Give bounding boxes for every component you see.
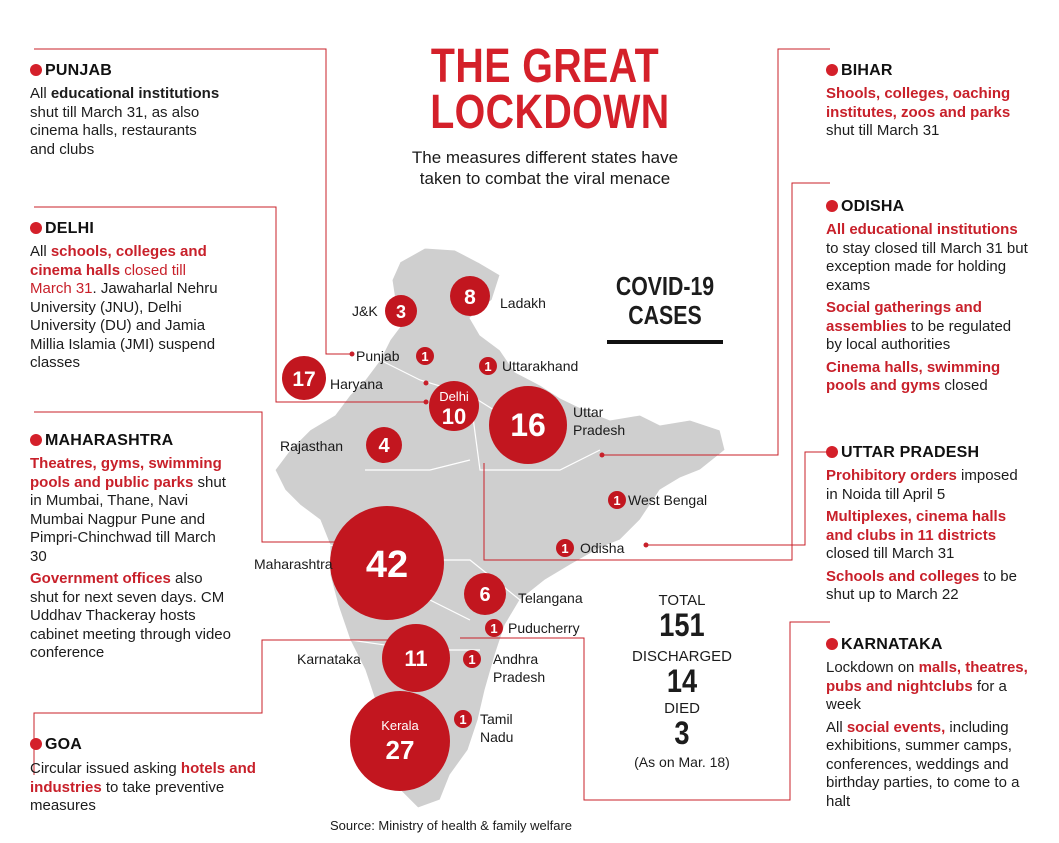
up-heading: UTTAR PRADESH: [841, 444, 980, 461]
cases-westbengal: 1: [613, 493, 621, 508]
label-tamil-1: Tamil: [480, 711, 513, 727]
bullet-icon: [30, 64, 42, 76]
panel-maharashtra: [30, 432, 235, 663]
bullet-icon: [826, 446, 838, 458]
label-andhra-1: Andhra: [493, 651, 539, 667]
subtitle-line2: taken to combat the viral menace: [419, 169, 671, 188]
odisha-text-2: Social gatherings and assemblies to be regulated by local authorities: [826, 299, 1012, 353]
up-text-1: Prohibitory orders imposed in Noida till April 5: [826, 467, 1018, 503]
label-westbengal: West Bengal: [628, 492, 708, 508]
cases-odisha: 1: [561, 541, 569, 556]
label-tamil-2: Nadu: [480, 729, 514, 745]
title-line1: THE GREAT: [430, 40, 660, 93]
delhi-heading: DELHI: [45, 220, 94, 237]
as-on-date: (As on Mar. 18): [634, 754, 730, 770]
cases-ladakh: 8: [464, 286, 476, 309]
maharashtra-text-2: Government offices also shut for next seven days. CM Uddhav Thackeray hosts cabinet meeting through video conference: [30, 570, 231, 661]
bullet-icon: [826, 64, 838, 76]
karnataka-heading: KARNATAKA: [841, 636, 943, 653]
total-value: 151: [659, 607, 705, 643]
bullet-icon: [30, 222, 42, 234]
maharashtra-heading: MAHARASHTRA: [45, 432, 174, 449]
punjab-heading: PUNJAB: [45, 62, 112, 79]
cases-delhi: 10: [441, 404, 467, 429]
subtitle-line1: The measures different states have: [411, 148, 679, 167]
label-puducherry: Puducherry: [508, 620, 580, 636]
cases-uttarakhand: 1: [484, 359, 492, 374]
covid-heading-line2: CASES: [628, 300, 702, 330]
panel-uttar-pradesh: [826, 444, 1031, 605]
karnataka-text-2: All social events, including exhibitions, summer camps, conferences, weddings and birthday parties, to come to a halt: [826, 718, 1020, 810]
cases-jk: 3: [395, 302, 407, 322]
panel-goa: [30, 736, 260, 816]
bihar-text: Shools, colleges, oaching institutes, zoos and parks shut till March 31: [826, 85, 1011, 139]
died-label: DIED: [664, 700, 700, 717]
totals-block: [618, 592, 746, 770]
panel-karnataka: [826, 636, 1031, 811]
title-line2: LOCKDOWN: [430, 86, 670, 139]
subtitle: [360, 147, 730, 189]
label-telangana: Telangana: [518, 590, 583, 606]
label-delhi-inner: Delhi: [439, 389, 469, 404]
panel-delhi: [30, 220, 225, 373]
goa-text: Circular issued asking hotels and industries to take preventive measures: [30, 760, 256, 814]
cases-telangana: 6: [479, 584, 491, 606]
up-text-3: Schools and colleges to be shut up to March 22: [826, 567, 1017, 603]
cases-maharashtra: 42: [365, 544, 409, 586]
label-maharashtra: Maharashtra: [254, 556, 333, 572]
bullet-icon: [826, 200, 838, 212]
bullet-icon: [30, 738, 42, 750]
label-up-2: Pradesh: [573, 422, 626, 438]
bullet-icon: [30, 434, 42, 446]
up-text-2: Multiplexes, cinema halls and clubs in 11 districts closed till March 31: [826, 508, 1007, 562]
odisha-heading: ODISHA: [841, 198, 905, 215]
goa-heading: GOA: [45, 736, 83, 753]
panel-odisha: [826, 198, 1031, 396]
maharashtra-text-1: Theatres, gyms, swimming pools and public parks shut in Mumbai, Thane, Navi Mumbai Nagpur Pune and Pimpri-Chinchwad till March 30: [30, 455, 226, 565]
cases-tamilnadu: 1: [459, 712, 467, 727]
cases-haryana: 17: [292, 368, 316, 391]
bihar-heading: BIHAR: [841, 62, 893, 79]
cases-up: 16: [510, 407, 546, 443]
label-up-1: Uttar: [573, 404, 604, 420]
panel-bihar: [826, 62, 1026, 141]
covid-cases-heading: [605, 272, 725, 344]
bullet-icon: [826, 638, 838, 650]
panel-punjab: [30, 62, 225, 159]
label-andhra-2: Pradesh: [493, 669, 546, 685]
karnataka-text-1: Lockdown on malls, theatres, pubs and nightclubs for a week: [826, 659, 1028, 713]
source-note: Source: Ministry of health & family welfare: [330, 818, 573, 833]
cases-karnataka: 11: [404, 646, 428, 671]
covid-heading-rule: [607, 340, 723, 344]
title-block: [405, 40, 685, 139]
covid-heading-line1: COVID-19: [615, 271, 715, 301]
cases-kerala: 27: [385, 735, 415, 765]
punjab-text: All educational institutions shut till March 31, as also cinema halls, restaurants and clubs: [30, 85, 220, 158]
label-uttarakhand: Uttarakhand: [502, 358, 579, 374]
odisha-text-3: Cinema halls, swimming pools and gyms closed: [826, 358, 1001, 394]
label-karnataka: Karnataka: [297, 651, 361, 667]
died-value: 3: [674, 715, 690, 751]
label-rajasthan: Rajasthan: [280, 438, 344, 454]
label-jk: J&K: [352, 303, 378, 319]
label-odisha: Odisha: [580, 540, 625, 556]
total-label: TOTAL: [658, 592, 706, 609]
label-ladakh: Ladakh: [500, 295, 546, 311]
label-punjab: Punjab: [356, 348, 400, 364]
discharged-value: 14: [666, 663, 698, 699]
cases-rajasthan: 4: [378, 435, 390, 457]
delhi-text: All schools, colleges and cinema halls closed till March 31. Jawaharlal Nehru University (JNU), Delhi University (DU) and Jamia Millia Islamia (JMI) suspend classes: [30, 243, 218, 371]
cases-andhra: 1: [468, 652, 476, 667]
label-kerala-inner: Kerala: [381, 718, 419, 733]
label-haryana: Haryana: [330, 376, 383, 392]
cases-punjab: 1: [421, 349, 429, 364]
cases-puducherry: 1: [490, 621, 498, 636]
odisha-text-1: All educational institutions to stay closed till March 31 but exception made for holding exams: [826, 221, 1028, 294]
discharged-label: DISCHARGED: [631, 648, 732, 665]
